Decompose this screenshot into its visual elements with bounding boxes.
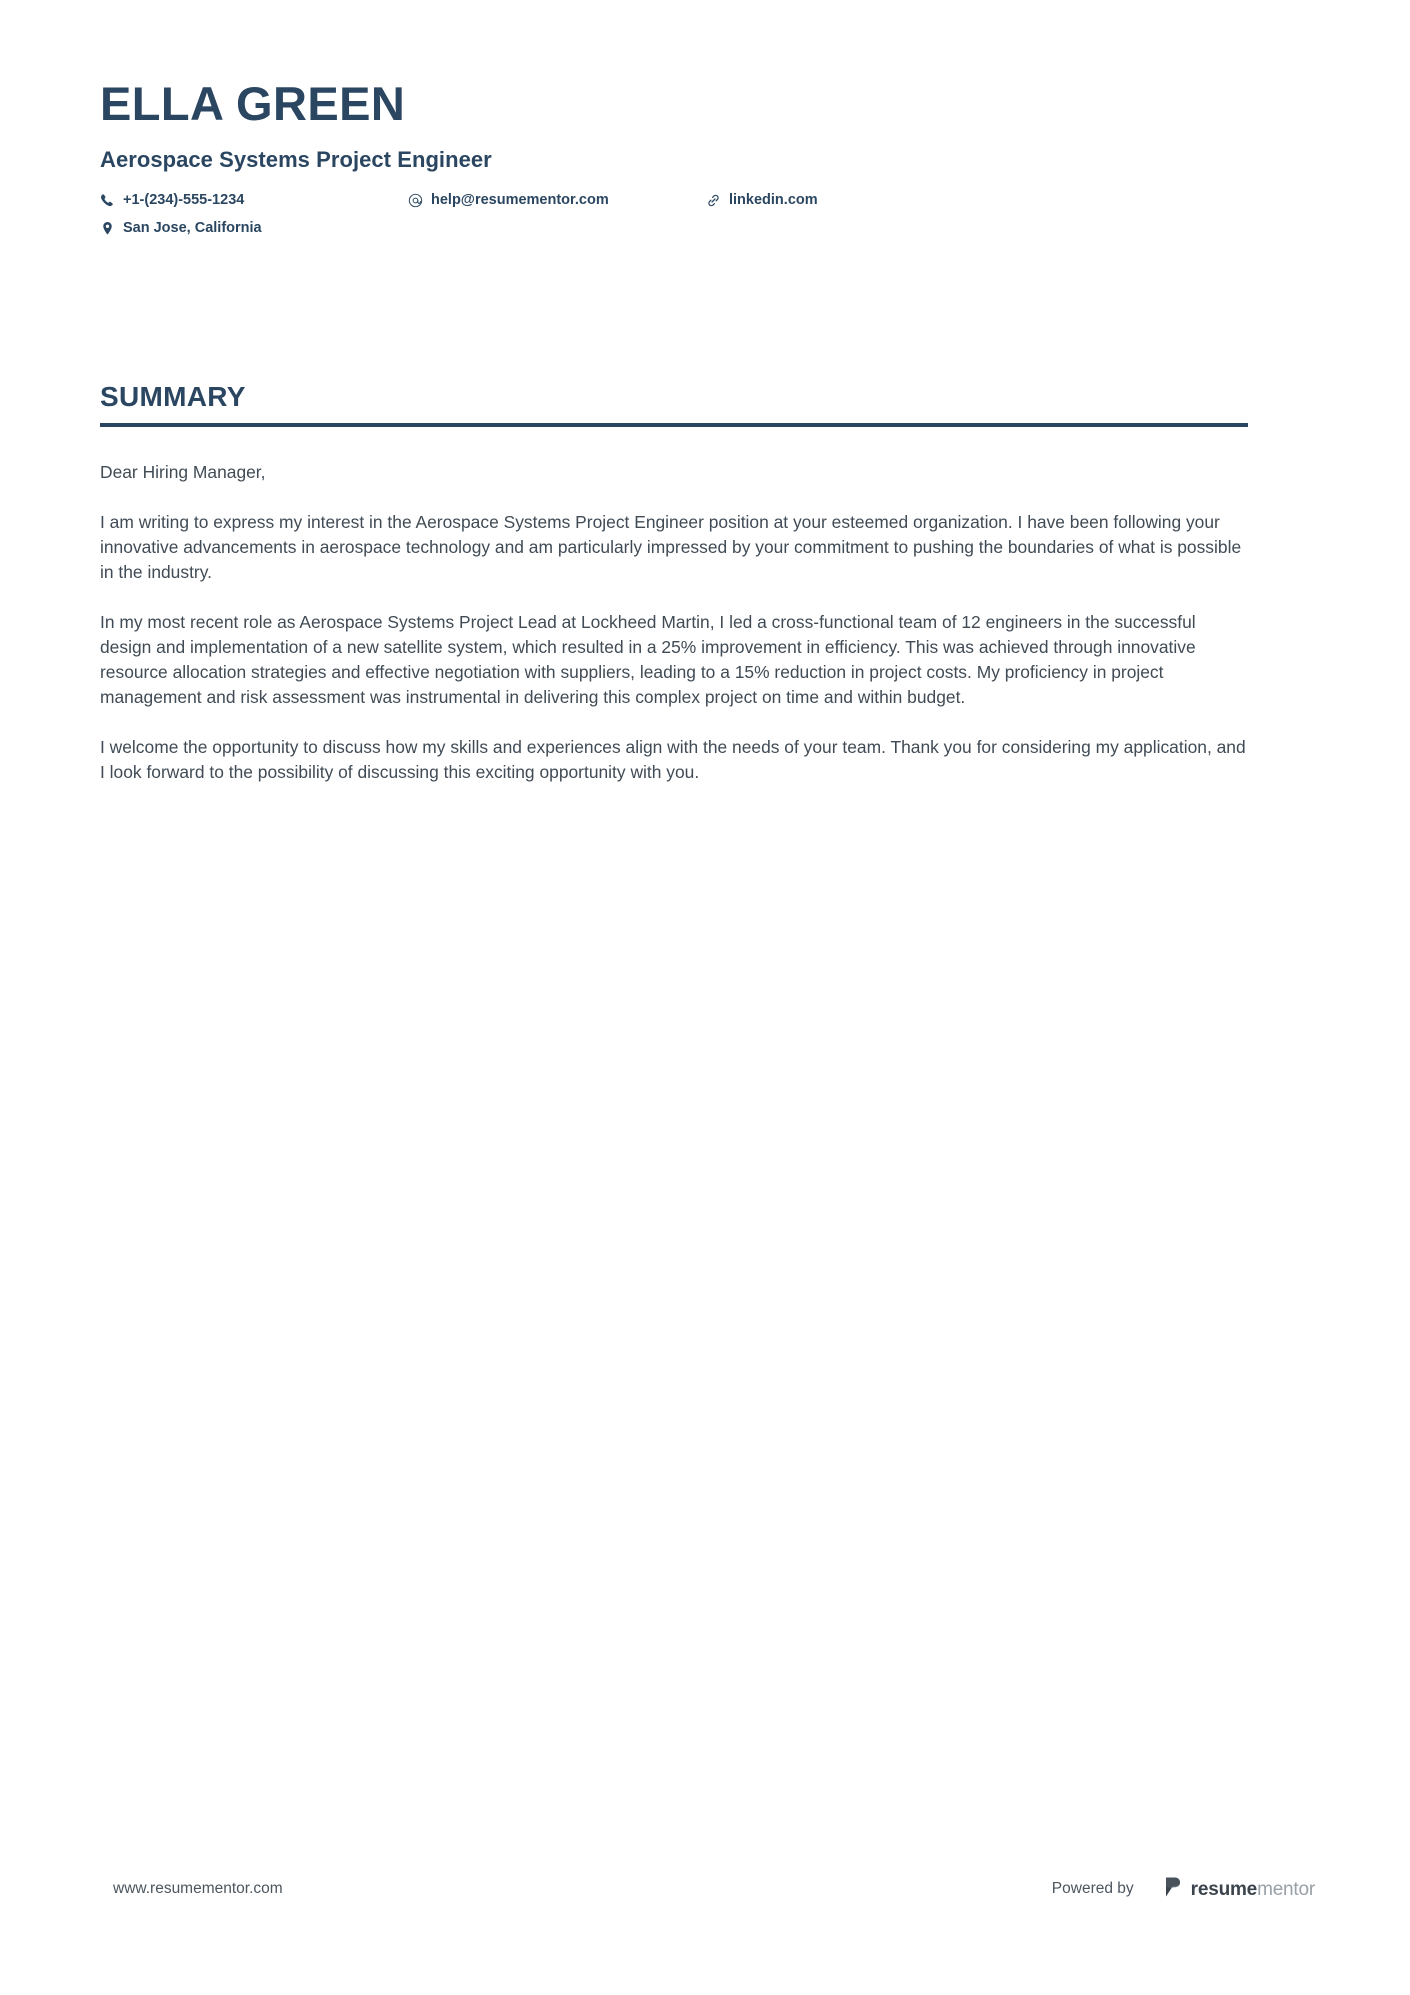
brand-name-bold: resume [1190,1879,1258,1900]
location-pin-icon [100,221,115,236]
footer-website-url[interactable]: www.resumementor.com [113,1880,283,1897]
brand-name-light: mentor [1257,1879,1315,1900]
resume-header [100,78,1315,247]
powered-by-label: Powered by [1051,1880,1134,1898]
summary-section [100,382,1312,785]
letter-paragraph-3: I welcome the opportunity to discuss how my skills and experiences align with the needs of your team. Thank you for considering my application, and I look forward to the possibility of discussing this exciting opportunity with you. [100,737,1246,783]
contact-phone[interactable] [100,191,408,210]
candidate-name: ELLA GREEN [100,77,406,130]
contact-row-1 [100,191,1020,210]
contact-email[interactable] [408,191,706,210]
page-footer [0,1868,1410,1928]
email-icon [408,193,423,208]
letter-paragraph-1: I am writing to express my interest in the Aerospace Systems Project Engineer position at your esteemed organization. I have been following your innovative advancements in aerospace technology and am particularly impressed by your commitment to pushing the boundaries of what is possible in the industry. [100,511,1242,582]
link-icon [706,193,721,208]
section-divider [100,423,1248,427]
candidate-job-title: Aerospace Systems Project Engineer [100,146,492,172]
contact-email-label: help@resumementor.com [431,192,609,209]
contact-row-2 [100,219,1020,238]
resumementor-logo[interactable] [1164,1876,1315,1903]
contact-linkedin[interactable] [706,191,818,210]
phone-icon [100,193,115,208]
letter-paragraph-2: In my most recent role as Aerospace Systems Project Lead at Lockheed Martin, I led a cross-functional team of 12 engineers in the successful design and implementation of a new satellite system, which resulted in a 25% improvement in efficiency. This was achieved through innovative resource allocation strategies and effective negotiation with suppliers, leading to a 15% reduction in project costs. My proficiency in project management and risk assessment was instrumental in delivering this complex project on time and within budget. [100,612,1196,708]
contact-phone-label: +1-(234)-555-1234 [123,192,245,209]
resumementor-mark-icon [1164,1876,1184,1903]
footer-branding [1052,1876,1315,1903]
contact-linkedin-label: linkedin.com [729,192,818,209]
section-title-summary: SUMMARY [100,381,246,412]
contact-location-label: San Jose, California [123,219,262,236]
contact-block [100,191,1020,238]
cover-letter-body [100,460,1248,786]
contact-location[interactable] [100,219,408,238]
letter-salutation: Dear Hiring Manager, [100,461,266,482]
resumementor-wordmark [1191,1880,1315,1899]
